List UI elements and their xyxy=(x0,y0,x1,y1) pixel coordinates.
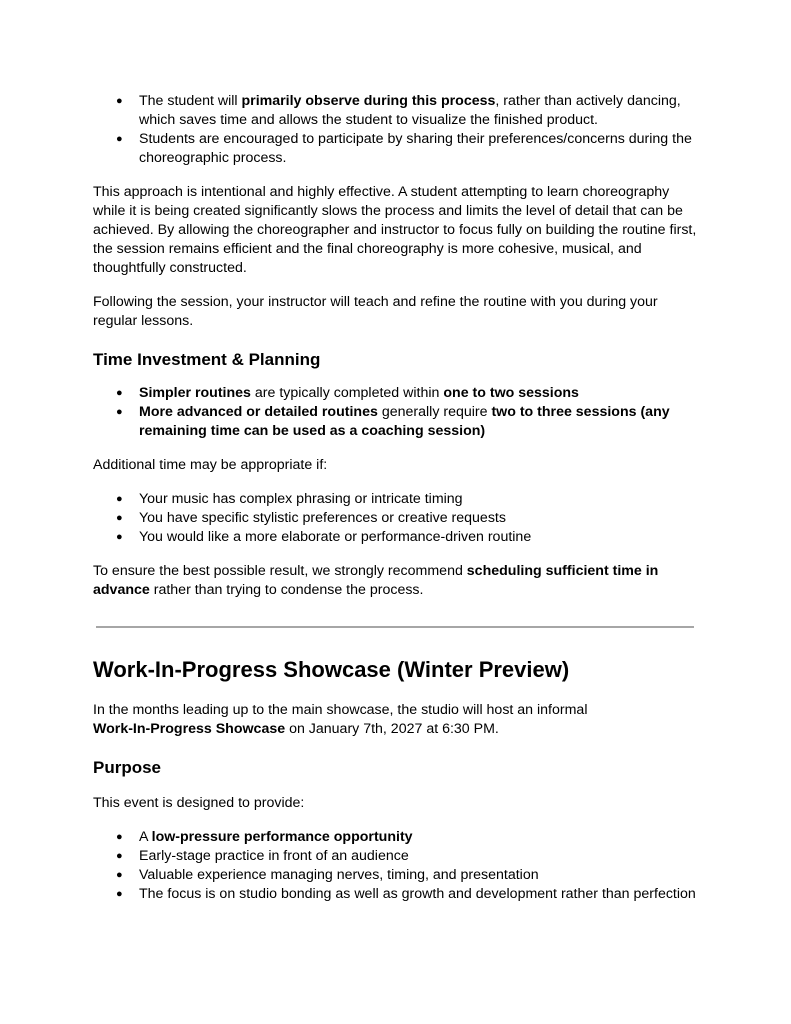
time-investment-heading: Time Investment & Planning xyxy=(93,350,321,369)
purpose-bullet-list xyxy=(93,828,699,904)
bold-text: two to three sessions (any remaining time can be used as a coaching session) xyxy=(139,404,670,439)
text-run: are typically completed within xyxy=(250,385,444,401)
text-run: generally require xyxy=(377,404,492,420)
bullet-icon: ● xyxy=(116,512,123,524)
list-item xyxy=(93,847,699,866)
bullet-icon: ● xyxy=(116,888,123,900)
bold-text: one to two sessions xyxy=(443,385,579,401)
text-run: Early-stage practice in front of an audience xyxy=(139,848,409,864)
list-item xyxy=(93,885,699,904)
text-run: A xyxy=(139,829,152,845)
additional-bullet-list xyxy=(93,490,699,547)
text-run: Valuable experience managing nerves, timing, and presentation xyxy=(139,867,539,883)
list-item xyxy=(93,828,699,847)
document-page xyxy=(93,92,699,904)
bold-text: Simpler routines xyxy=(139,385,251,401)
list-item xyxy=(93,92,699,130)
list-item xyxy=(93,384,699,403)
bullet-icon: ● xyxy=(116,493,123,505)
showcase-intro-paragraph xyxy=(93,701,699,739)
showcase-name: Work-In-Progress Showcase xyxy=(93,721,286,737)
text-run: , rather than actively dancing, which saves time and allows the student to visualize the finished product. xyxy=(139,93,681,128)
text-run: Your music has complex phrasing or intricate timing xyxy=(139,491,463,507)
bullet-icon: ● xyxy=(116,95,123,107)
showcase-intro-line: In the months leading up to the main showcase, the studio will host an informal xyxy=(93,702,588,718)
text-run: Students are encouraged to participate by sharing their preferences/concerns during the choreographic process. xyxy=(139,131,692,166)
bullet-icon: ● xyxy=(116,387,123,399)
bullet-icon: ● xyxy=(116,850,123,862)
section-divider xyxy=(96,626,694,628)
bullet-icon: ● xyxy=(116,406,123,418)
showcase-heading: Work-In-Progress Showcase (Winter Preview) xyxy=(93,657,570,682)
time-bullet-list xyxy=(93,384,699,441)
bullet-icon: ● xyxy=(116,869,123,881)
intro-bullet-list xyxy=(93,92,699,168)
approach-paragraph: This approach is intentional and highly effective. A student attempting to learn choreography while it is being created significantly slows the process and limits the level of detail that can be achieved. By allowing the choreographer and instructor to focus fully on building the routine first, the session remains efficient and the final choreography is more cohesive, musical, and thoughtfully constructed. xyxy=(93,184,697,276)
list-item xyxy=(93,490,699,509)
bullet-icon: ● xyxy=(116,831,123,843)
bold-text: primarily observe during this process xyxy=(241,93,496,109)
purpose-text: This event is designed to provide: xyxy=(93,795,305,811)
list-item xyxy=(93,130,699,168)
additional-time-text: Additional time may be appropriate if: xyxy=(93,457,328,473)
text-run: To ensure the best possible result, we strongly recommend xyxy=(93,563,467,579)
purpose-heading: Purpose xyxy=(93,758,162,777)
text-run: You have specific stylistic preferences or creative requests xyxy=(139,510,506,526)
bullet-icon: ● xyxy=(116,133,123,145)
text-run: The student will xyxy=(139,93,242,109)
bold-text: low-pressure performance opportunity xyxy=(151,829,413,845)
text-run: rather than trying to condense the process. xyxy=(149,582,424,598)
text-run: The focus is on studio bonding as well as growth and development rather than perfection xyxy=(139,886,696,902)
bold-text: More advanced or detailed routines xyxy=(139,404,378,420)
list-item xyxy=(93,403,699,441)
bold-text: scheduling sufficient time in advance xyxy=(93,563,659,598)
list-item xyxy=(93,528,699,547)
showcase-date-text: on January 7th, 2027 at 6:30 PM. xyxy=(285,721,499,737)
bullet-icon: ● xyxy=(116,531,123,543)
following-paragraph: Following the session, your instructor will teach and refine the routine with you during your regular lessons. xyxy=(93,294,658,329)
list-item xyxy=(93,509,699,528)
list-item xyxy=(93,866,699,885)
text-run: You would like a more elaborate or performance-driven routine xyxy=(139,529,532,545)
ensure-paragraph xyxy=(93,562,699,600)
